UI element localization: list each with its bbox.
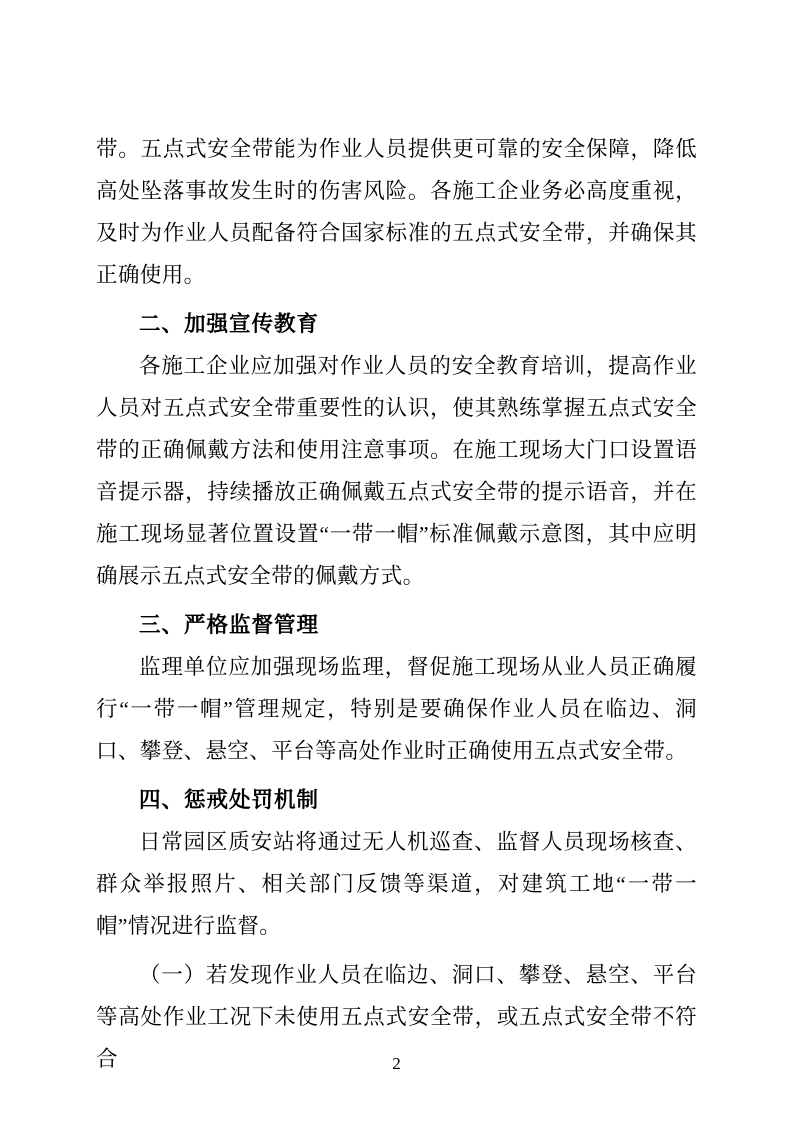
block-spacer: [96, 296, 697, 303]
document-body: [96, 128, 697, 1080]
paragraph-section-4: 日常园区质安站将通过无人机巡查、监督人员现场核查、群众举报照片、相关部门反馈等渠道，对建筑工地“一带一帽”情况进行监督。: [96, 830, 697, 938]
paragraph-section-2: 各施工企业应加强对作业人员的安全教育培训，提高作业人员对五点式安全带重要性的认识，使其熟练掌握五点式安全带的正确佩戴方法和使用注意事项。在施工现场大门口设置语音提示器，持续播放正确佩戴五点式安全带的提示语音，并在施工现场显著位置设置“一带一帽”标准佩戴示意图，其中应明确展示五点式安全带的佩戴方式。: [96, 354, 697, 588]
section-heading-4: 四、惩戒处罚机制: [139, 788, 320, 812]
paragraph-continued: 带。五点式安全带能为作业人员提供更可靠的安全保障，降低高处坠落事故发生时的伤害风险。各施工企业务必高度重视，及时为作业人员配备符合国家标准的五点式安全带，并确保其正确使用。: [96, 137, 697, 287]
block-spacer: [96, 772, 697, 779]
paragraph-item-1: （一）若发现作业人员在临边、洞口、攀登、悬空、平台等高处作业工况下未使用五点式安全带，或五点式安全带不符合: [96, 963, 697, 1071]
block-spacer: [96, 947, 697, 954]
section-heading-2: 二、加强宣传教育: [139, 312, 320, 336]
section-heading-3: 三、严格监督管理: [139, 613, 320, 637]
paragraph-section-3: 监理单位应加强现场监理，督促施工现场从业人员正确履行“一带一帽”管理规定，特别是要确保作业人员在临边、洞口、攀登、悬空、平台等高处作业时正确使用五点式安全带。: [96, 655, 697, 763]
block-spacer: [96, 597, 697, 604]
page-number: 2: [392, 1054, 401, 1073]
